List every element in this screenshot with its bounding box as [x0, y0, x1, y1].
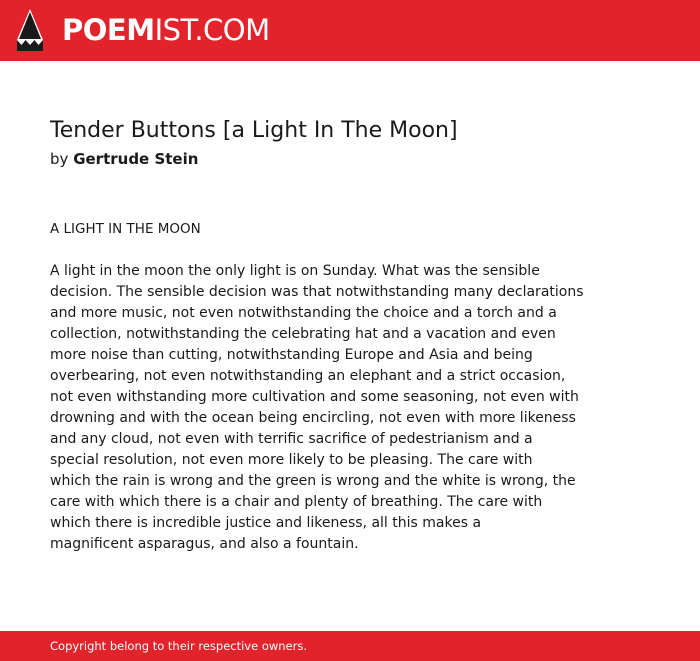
- site-footer: [0, 631, 700, 661]
- poem-line: overbearing, not even notwithstanding an elephant and a strict occasion,: [50, 368, 566, 384]
- poem-line: which the rain is wrong and the green is wrong and the white is wrong, the: [50, 473, 576, 489]
- poem-line: decision. The sensible decision was that notwithstanding many declarations: [50, 284, 584, 300]
- byline: [50, 148, 198, 170]
- poem-line: magnificent asparagus, and also a fountain.: [50, 536, 359, 552]
- poem-title: Tender Buttons [a Light In The Moon]: [50, 118, 458, 143]
- site-header: [0, 0, 700, 61]
- copyright-notice: Copyright belong to their respective owners.: [50, 639, 308, 653]
- site-logo[interactable]: [62, 11, 270, 49]
- poem-line: which there is incredible justice and likeness, all this makes a: [50, 515, 482, 531]
- by-label: by: [50, 150, 69, 168]
- poem-line: drowning and with the ocean being encircling, not even with more likeness: [50, 410, 576, 426]
- logo-light-text: IST.COM: [154, 13, 270, 47]
- poem-line: A light in the moon the only light is on Sunday. What was the sensible: [50, 263, 540, 279]
- poem-line: care with which there is a chair and plenty of breathing. The care with: [50, 494, 543, 510]
- logo-bold-text: POEM: [62, 13, 155, 47]
- poem-line: more noise than cutting, notwithstanding Europe and Asia and being: [50, 347, 533, 363]
- pencil-tip-icon[interactable]: [17, 9, 43, 51]
- poem-heading: A LIGHT IN THE MOON: [50, 221, 201, 237]
- poem-line: special resolution, not even more likely to be pleasing. The care with: [50, 452, 533, 468]
- poem-body: [50, 261, 584, 555]
- poem-line: and any cloud, not even with terrific sacrifice of pedestrianism and a: [50, 431, 533, 447]
- poem-line: not even withstanding more cultivation and some seasoning, not even with: [50, 389, 579, 405]
- author-name[interactable]: Gertrude Stein: [73, 150, 199, 168]
- poem-line: collection, notwithstanding the celebrating hat and a vacation and even: [50, 326, 556, 342]
- poem-line: and more music, not even notwithstanding the choice and a torch and a: [50, 305, 557, 321]
